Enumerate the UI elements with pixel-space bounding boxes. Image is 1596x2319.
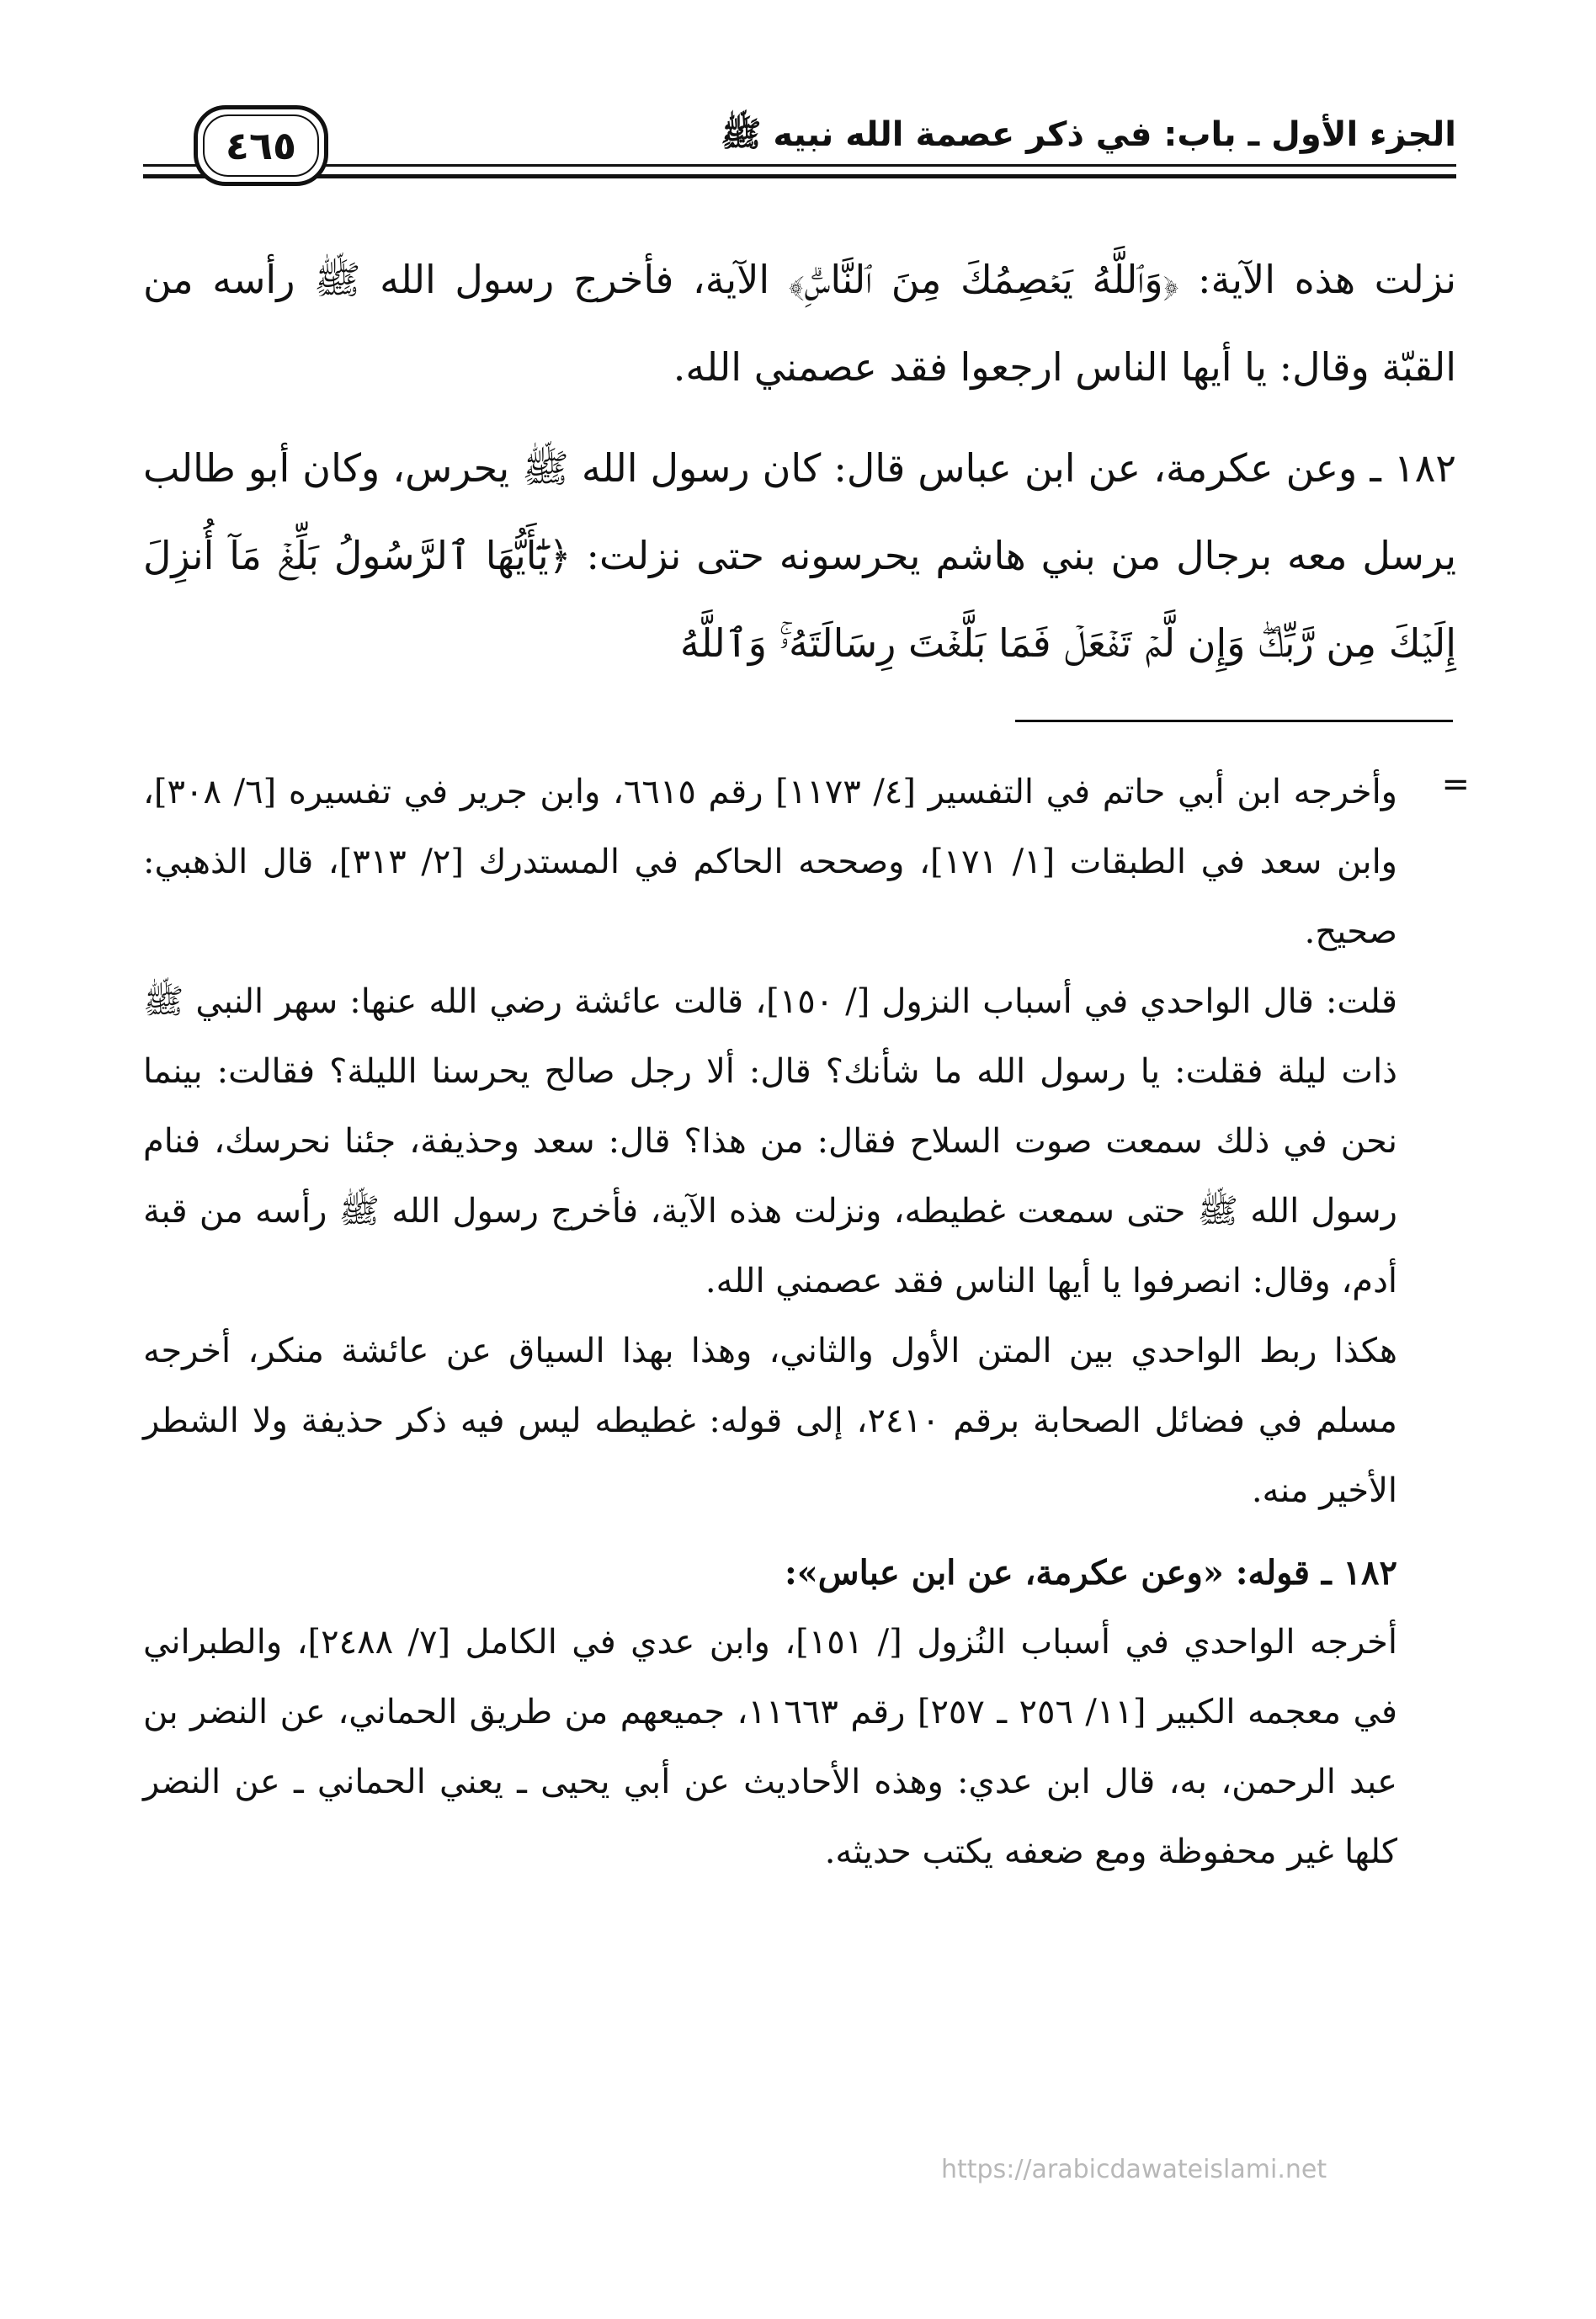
footnote-1: وأخرجه ابن أبي حاتم في التفسير [٤/ ١١٧٣] رقم ٦٦١٥، وابن جرير في تفسيره [٦/ ٣٠٨]، وابن سعد في الطبقات [١/ ١٧١]، وصححه الحاكم في المستدرك [٢/ ٣١٣]، قال الذهبي: صحيح. <box>143 773 1397 951</box>
header-rule-thick <box>143 174 1456 178</box>
watermark-url: https://arabicdawateislami.net <box>941 2155 1327 2184</box>
main-paragraph-1: نزلت هذه الآية: ﴿وَٱللَّهُ يَعۡصِمُكَ مِنَ ٱلنَّاسِۗ﴾ الآية، فأخرج رسول الله ﷺ رأسه من القبّة وقال: يا أيها الناس ارجعوا فقد عصمني الله. <box>143 257 1456 390</box>
footnote-continuation-mark: = <box>1441 765 1470 804</box>
footnote-2: قلت: قال الواحدي في أسباب النزول [/ ١٥٠]، قالت عائشة رضي الله عنها: سهر النبي ﷺ ذات ليلة فقلت: يا رسول الله ما شأنك؟ قال: ألا رجل صالح يحرسنا الليلة؟ فقالت: بينما نحن في ذلك سمعت صوت السلاح فقال: من هذا؟ قال: سعد وحذيفة، جئنا نحرسك، فنام رسول الله ﷺ حتى سمعت غطيطه، ونزلت هذه الآية، فأخرج رسول الله ﷺ رأسه من قبة أدم، وقال: انصرفوا يا أيها الناس فقد عصمني الله. <box>143 982 1397 1300</box>
footnote-182-heading: ١٨٢ ـ قوله: «وعن عكرمة، عن ابن عباس»: <box>784 1553 1397 1593</box>
header-rule <box>143 164 1456 167</box>
page-number-frame <box>194 105 328 186</box>
page-number: ٤٦٥ <box>225 123 297 168</box>
footnote-182-body: أخرجه الواحدي في أسباب النُزول [/ ١٥١]، وابن عدي في الكامل [٧/ ٢٤٨٨]، والطبراني في معجمه الكبير [١١/ ٢٥٦ ـ ٢٥٧] رقم ١١٦٦٣، جميعهم من طريق الحماني، عن النضر بن عبد الرحمن، به، قال ابن عدي: وهذه الأحاديث عن أبي يحيى ـ يعني الحماني ـ عن النضر كلها غير محفوظة ومع ضعفه يكتب حديثه. <box>143 1623 1398 1871</box>
footnote-3: هكذا ربط الواحدي بين المتن الأول والثاني، وهذا بهذا السياق عن عائشة منكر، أخرجه مسلم في فضائل الصحابة برقم ٢٤١٠، إلى قوله: غطيطه ليس فيه ذكر حذيفة ولا الشطر الأخير منه. <box>143 1332 1397 1510</box>
footnotes <box>143 758 1397 1887</box>
main-text <box>143 236 1456 687</box>
page-header <box>143 97 1456 198</box>
running-title: الجزء الأول ـ باب: في ذكر عصمة الله نبيه ﷺ <box>721 115 1456 154</box>
main-paragraph-2: ١٨٢ ـ وعن عكرمة، عن ابن عباس قال: كان رسول الله ﷺ يحرس، وكان أبو طالب يرسل معه برجال من بني هاشم يحرسونه حتى نزلت: ﴿يَٰٓأَيُّهَا ٱلرَّسُولُ بَلِّغۡ مَآ أُنزِلَ إِلَيۡكَ مِن رَّبِّكَۖ وَإِن لَّمۡ تَفۡعَلۡ فَمَا بَلَّغۡتَ رِسَالَتَهُۥۚ وَٱللَّهُ <box>143 445 1456 666</box>
footnote-separator <box>1015 720 1453 722</box>
